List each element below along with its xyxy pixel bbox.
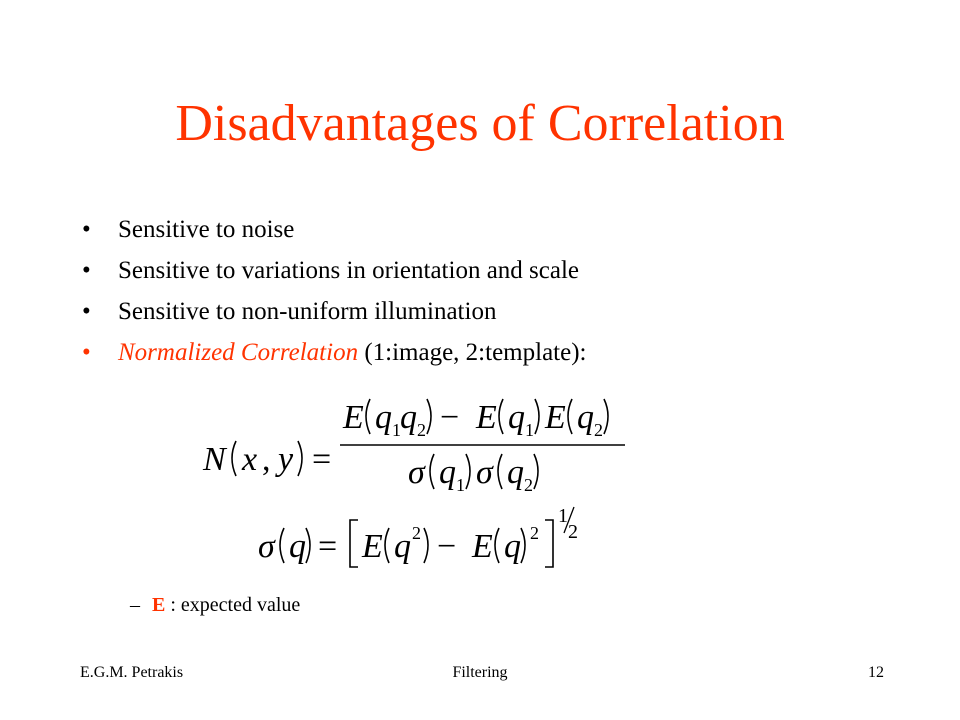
svg-text:=: = bbox=[312, 441, 332, 478]
svg-text:q: q bbox=[507, 454, 524, 491]
svg-text:q: q bbox=[394, 528, 411, 565]
bullet-marker: • bbox=[82, 298, 91, 325]
svg-text:q: q bbox=[508, 399, 525, 436]
bullet-text: (1:image, 2:template): bbox=[358, 339, 587, 366]
svg-text:2: 2 bbox=[594, 420, 603, 440]
svg-text:1: 1 bbox=[456, 475, 465, 495]
svg-text:1: 1 bbox=[392, 420, 401, 440]
slide-title: Disadvantages of Correlation bbox=[175, 95, 785, 152]
sub-bullet bbox=[130, 594, 300, 617]
footer-page-number: 12 bbox=[868, 664, 884, 681]
svg-text:−: − bbox=[437, 528, 457, 565]
normalized-correlation-equation bbox=[202, 399, 625, 495]
svg-text:E: E bbox=[545, 399, 566, 436]
svg-text:−: − bbox=[440, 399, 460, 436]
bullet-text: Sensitive to noise bbox=[118, 216, 295, 243]
svg-text:E: E bbox=[343, 399, 364, 436]
svg-text:y: y bbox=[278, 441, 294, 478]
svg-text:E: E bbox=[472, 528, 493, 565]
svg-text:x: x bbox=[242, 441, 258, 478]
svg-text:,: , bbox=[262, 441, 271, 478]
svg-text:2: 2 bbox=[417, 420, 426, 440]
svg-text:E: E bbox=[476, 399, 497, 436]
svg-text:E: E bbox=[362, 528, 383, 565]
bullet-text: Sensitive to variations in orientation and scale bbox=[118, 257, 579, 284]
svg-text:q: q bbox=[289, 528, 306, 565]
sub-bullet-term: E bbox=[152, 594, 166, 616]
svg-text:σ: σ bbox=[408, 454, 425, 491]
sub-bullet-dash: – bbox=[130, 594, 140, 616]
bullet-marker: • bbox=[82, 257, 91, 284]
svg-text:=: = bbox=[318, 528, 338, 565]
svg-text:q: q bbox=[400, 399, 417, 436]
footer-topic: Filtering bbox=[452, 664, 508, 681]
svg-text:q: q bbox=[504, 528, 521, 565]
svg-text:q: q bbox=[439, 454, 456, 491]
svg-text:q: q bbox=[577, 399, 594, 436]
svg-text:σ: σ bbox=[476, 454, 493, 491]
svg-text:2: 2 bbox=[524, 475, 533, 495]
svg-text:N: N bbox=[203, 441, 226, 478]
bullet-marker: • bbox=[82, 216, 91, 243]
sigma-definition-equation bbox=[258, 505, 578, 567]
footer-author: E.G.M. Petrakis bbox=[80, 664, 184, 681]
svg-text:2: 2 bbox=[530, 523, 539, 543]
svg-text:2: 2 bbox=[412, 523, 421, 543]
bullet-marker: • bbox=[82, 339, 91, 366]
bullet-emphasis-text: Normalized Correlation bbox=[118, 339, 359, 366]
svg-text:1: 1 bbox=[525, 420, 534, 440]
sub-bullet-text: : expected value bbox=[165, 594, 301, 616]
svg-text:2: 2 bbox=[568, 521, 578, 543]
svg-text:1: 1 bbox=[558, 505, 568, 527]
svg-text:σ: σ bbox=[258, 528, 275, 565]
svg-text:q: q bbox=[375, 399, 392, 436]
bullet-text: Sensitive to non-uniform illumination bbox=[118, 298, 497, 325]
